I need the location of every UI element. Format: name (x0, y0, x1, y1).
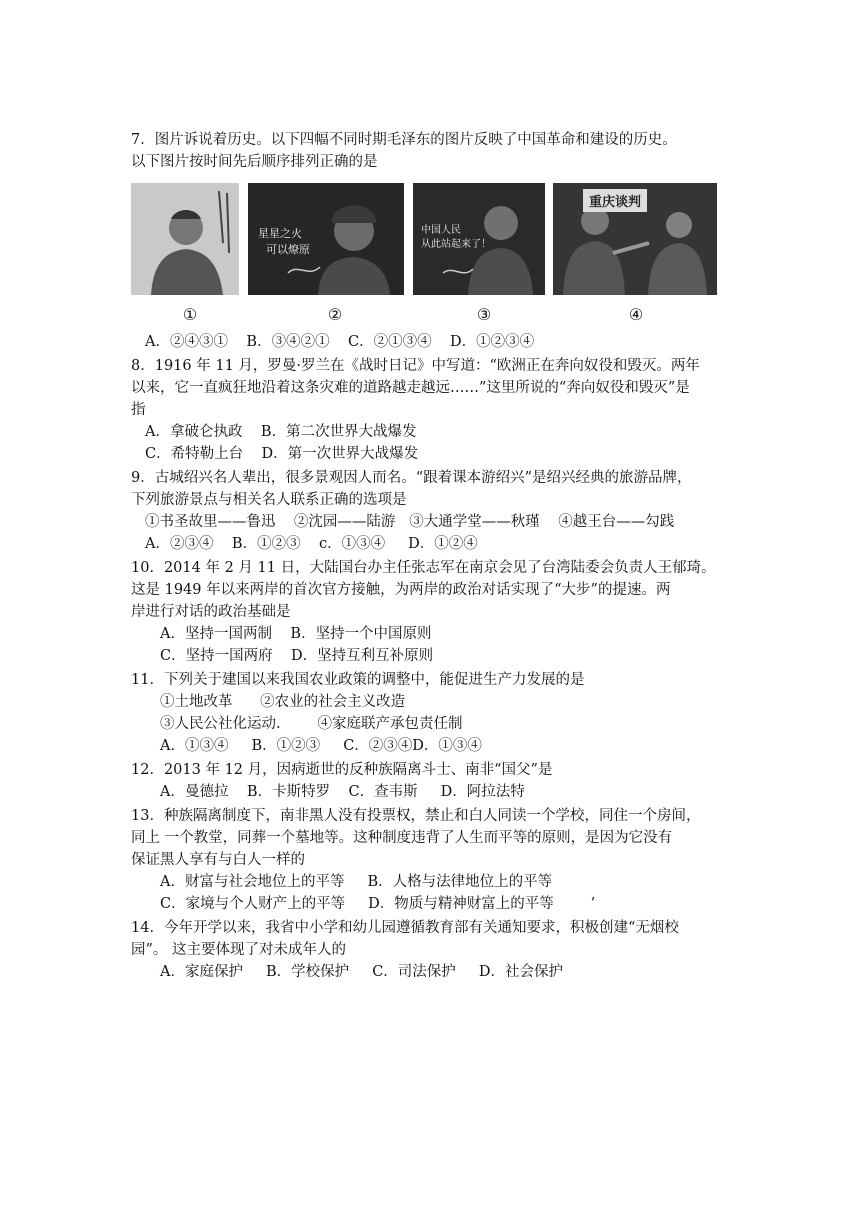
pic-label-1: ① (182, 305, 198, 324)
q8-line3: 指 (131, 402, 146, 418)
q13-line1: 13．种族隔离制度下，南非黑人没有投票权，禁止和白人同读一个学校，同住一个房间， (131, 808, 701, 824)
mao-portrait-image-3 (413, 183, 545, 295)
pic2-caption-1: 星星之火 (258, 227, 302, 240)
pic3-caption-1: 中国人民 (421, 225, 461, 236)
q13-line3: 保证黑人享有与白人一样的 (131, 852, 305, 868)
chongqing-negotiation-image-4 (553, 183, 717, 295)
q7-line2: 以下图片按时间先后顺序排列正确的是 (131, 154, 378, 170)
q10-line1: 10．2014 年 2 月 11 日，大陆国台办主任张志军在南京会见了台湾陆委会负责人王郁琦。 (131, 560, 716, 576)
q9-line1: 9．古城绍兴名人辈出，很多景观因人而名。“跟着课本游绍兴”是绍兴经典的旅游品牌， (131, 470, 692, 486)
q14-line1: 14．今年开学以来，我省中小学和幼儿园遵循教育部有关通知要求，积极创建“无烟校 (131, 920, 679, 936)
q10-line2: 这是 1949 年以来两岸的首次官方接触，为两岸的政治对话实现了“大步”的提速。两 (131, 582, 671, 598)
q13-options-2: C．家境与个人财产上的平等 D．物质与精神财富上的平等 ’ (160, 896, 596, 912)
mao-portrait-image-1 (131, 183, 239, 295)
q11-line1: 11．下列关于建国以来我国农业政策的调整中，能促进生产力发展的是 (131, 672, 585, 688)
q8-options-2: C．希特勒上台 D．第一次世界大战爆发 (145, 446, 419, 462)
q8-line2: 以来，它一直疯狂地沿着这条灾难的道路越走越远……”这里所说的“奔向奴役和毁灭”是 (131, 380, 690, 396)
q8-line1: 8．1916 年 11 月，罗曼·罗兰在《战时日记》中写道：“欧洲正在奔向奴役和毁灭。两年 (131, 358, 700, 374)
pic-label-4: ④ (628, 305, 644, 324)
q9-line2: 下列旅游景点与相关名人联系正确的选项是 (131, 492, 407, 508)
q7-options: A．②④③① B．③④②① C．②①③④ D．①②③④ (145, 334, 535, 350)
q13-line2: 同上 一个教堂，同葬一个墓地等。这种制度违背了人生而平等的原则，是因为它没有 (131, 830, 673, 846)
q10-options-2: C．坚持一国两府 D．坚持互利互补原则 (160, 648, 434, 664)
pic-label-3: ③ (476, 305, 492, 324)
q9-options: A．②③④ B．①②③ c．①③④ D．①②④ (145, 536, 478, 552)
q11-items-2: ③人民公社化运动. ④家庭联产承包责任制 (160, 716, 463, 732)
q12-line1: 12．2013 年 12 月，因病逝世的反种族隔离斗士、南非“国父”是 (131, 762, 553, 778)
pic3-caption-2: 从此站起来了！ (421, 239, 491, 250)
q12-options: A．曼德拉 B．卡斯特罗 C．查韦斯 D．阿拉法特 (160, 784, 525, 800)
q11-options: A．①③④ B．①②③ C．②③④D．①③④ (160, 738, 482, 754)
q8-options-1: A．拿破仑执政 B．第二次世界大战爆发 (145, 424, 417, 440)
q10-options-1: A．坚持一国两制 B．坚持一个中国原则 (160, 626, 432, 642)
q7-line1: 7．图片诉说着历史。以下四幅不同时期毛泽东的图片反映了中国革命和建设的历史。 (131, 132, 677, 148)
mao-portrait-image-2 (248, 183, 404, 295)
q13-options-1: A．财富与社会地位上的平等 B．人格与法律地位上的平等 (160, 874, 553, 890)
pic4-banner: 重庆谈判 (583, 189, 647, 212)
pic-label-2: ② (327, 305, 343, 324)
q14-options: A．家庭保护 B．学校保护 C．司法保护 D．社会保护 (160, 964, 563, 980)
q9-items: ①书圣故里——鲁迅 ②沈园——陆游 ③大通学堂——秋瑾 ④越王台——勾践 (145, 514, 675, 530)
q10-line3: 岸进行对话的政治基础是 (131, 604, 291, 620)
q11-items-1: ①土地改革 ②农业的社会主义改造 (160, 694, 406, 710)
q14-line2: 园”。 这主要体现了对未成年人的 (131, 942, 347, 958)
pic2-caption-2: 可以燎原 (266, 243, 310, 256)
